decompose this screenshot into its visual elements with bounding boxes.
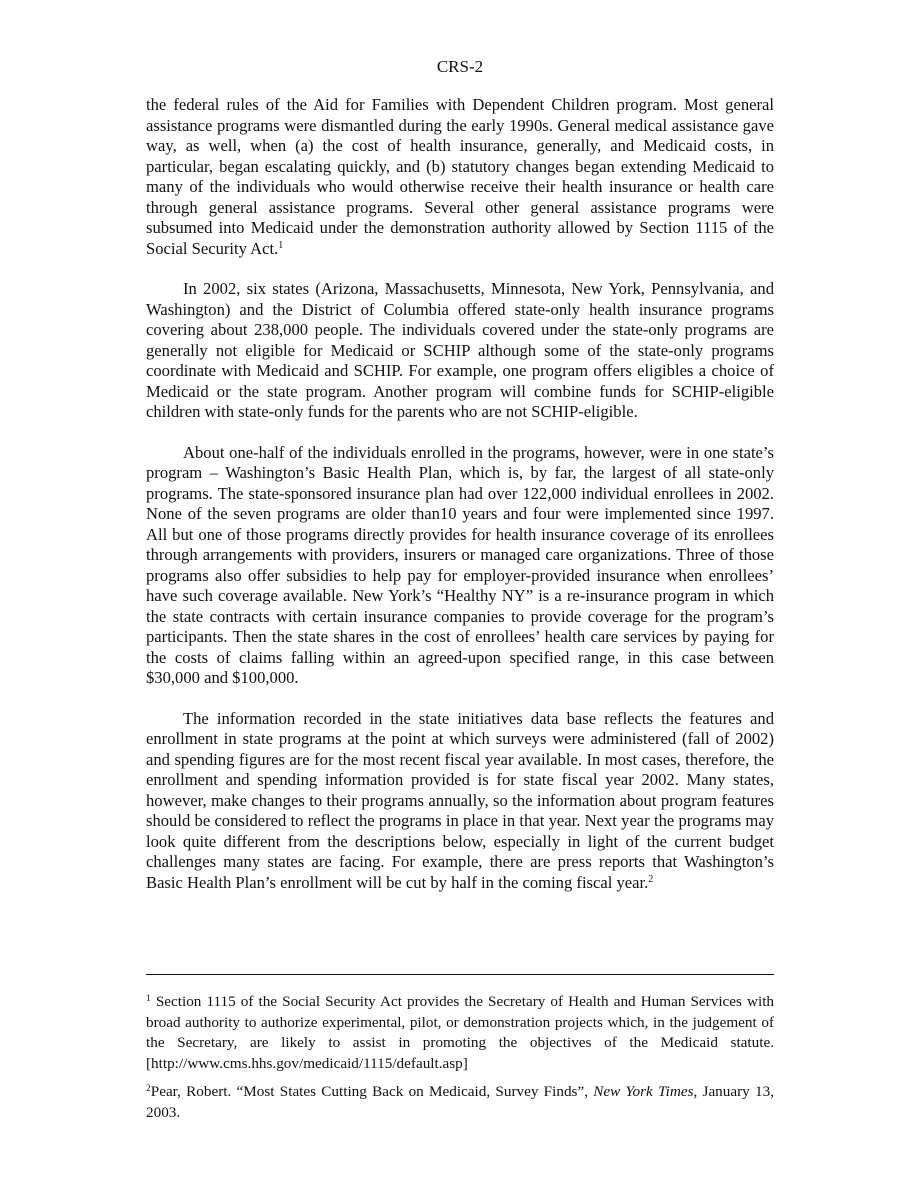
footnote-ref-1[interactable]: 1	[278, 239, 284, 251]
footnote-1	[146, 992, 774, 1074]
footnote-marker: 1	[146, 994, 151, 1004]
paragraph-washington-plan	[146, 443, 774, 689]
footnote-text-end: , January 13, 2003.	[146, 1083, 774, 1121]
paragraph-text: In 2002, six states (Arizona, Massachusetts, Minnesota, New York, Pennsylvania, and Washington) and the District of Columbia offered state-only health insurance programs covering about 238,000 people. The individuals covered under the state-only programs are generally not eligible for Medicaid or SCHIP although some of the state-only programs coordinate with Medicaid and SCHIP. For example, one program offers eligibles a choice of Medicaid or the state program. Another program will combine funds for SCHIP-eligible children with state-only funds for the parents who are not SCHIP-eligible.	[146, 279, 774, 421]
paragraph-text: the federal rules of the Aid for Families with Dependent Children program. Most general assistance programs were dismantled during the early 1990s. General medical assistance gave way, as well, when (a) the cost of health insurance, generally, and Medicaid costs, in particular, began escalating quickly, and (b) statutory changes began extending Medicaid to many of the individuals who would otherwise receive their health insurance or health care through general assistance programs. Several other general assistance programs were subsumed into Medicaid under the demonstration authority allowed by Section 1115 of the Social Security Act.	[146, 95, 774, 258]
footnote-text: Pear, Robert. “Most States Cutting Back on Medicaid, Survey Finds”,	[150, 1083, 594, 1100]
footnote-2	[146, 1082, 774, 1123]
footnotes	[146, 992, 774, 1131]
footnote-ref-2[interactable]: 2	[648, 873, 654, 885]
paragraph-text: About one-half of the individuals enrolled in the programs, however, were in one state’s program – Washington’s Basic Health Plan, which is, by far, the largest of all state-only programs. The state-sponsored insurance plan had over 122,000 individual enrollees in 2002. None of the seven programs are older than10 years and four were implemented since 1997. All but one of those programs directly provides for health insurance coverage of its enrollees through arrangements with providers, insurers or managed care organizations. Three of those programs also offer subsidies to help pay for employer-provided insurance when enrollees’ have such coverage available. New York’s “Healthy NY” is a re-insurance program in which the state contracts with certain insurance companies to provide coverage for the program’s participants. Then the state shares in the cost of enrollees’ health care services by paying for the costs of claims falling within an agreed-upon specified range, in this case between $30,000 and $100,000.	[146, 442, 774, 687]
footnote-divider	[146, 974, 774, 975]
page-number-label: CRS-2	[436, 57, 484, 76]
publication-title: New York Times	[593, 1083, 694, 1100]
paragraph-data-base-info	[146, 709, 774, 894]
paragraph-text: The information recorded in the state initiatives data base reflects the features and enrollment in state programs at the point at which surveys were administered (fall of 2002) and spending figures are for the most recent fiscal year available. In most cases, therefore, the enrollment and spending information provided is for state fiscal year 2002. Many states, however, make changes to their programs annually, so the information about program features should be considered to reflect the programs in place in that year. Next year the programs may look quite different from the descriptions below, especially in light of the current budget challenges many states are facing. For example, there are press reports that Washington’s Basic Health Plan’s enrollment will be cut by half in the coming fiscal year.	[146, 708, 774, 892]
paragraph-state-only-programs	[146, 279, 774, 423]
page-header	[0, 57, 920, 77]
paragraph-continuation	[146, 95, 774, 259]
footnote-marker: 2	[146, 1084, 151, 1094]
body-text	[146, 95, 774, 913]
footnote-text: Section 1115 of the Social Security Act provides the Secretary of Health and Human Services with broad authority to authorize experimental, pilot, or demonstration projects which, in the judgement of the Secretary, are likely to assist in promoting the objectives of the Medicaid statute. [http://www.cms.hhs.gov/medicaid/1115/default.asp]	[146, 993, 775, 1072]
